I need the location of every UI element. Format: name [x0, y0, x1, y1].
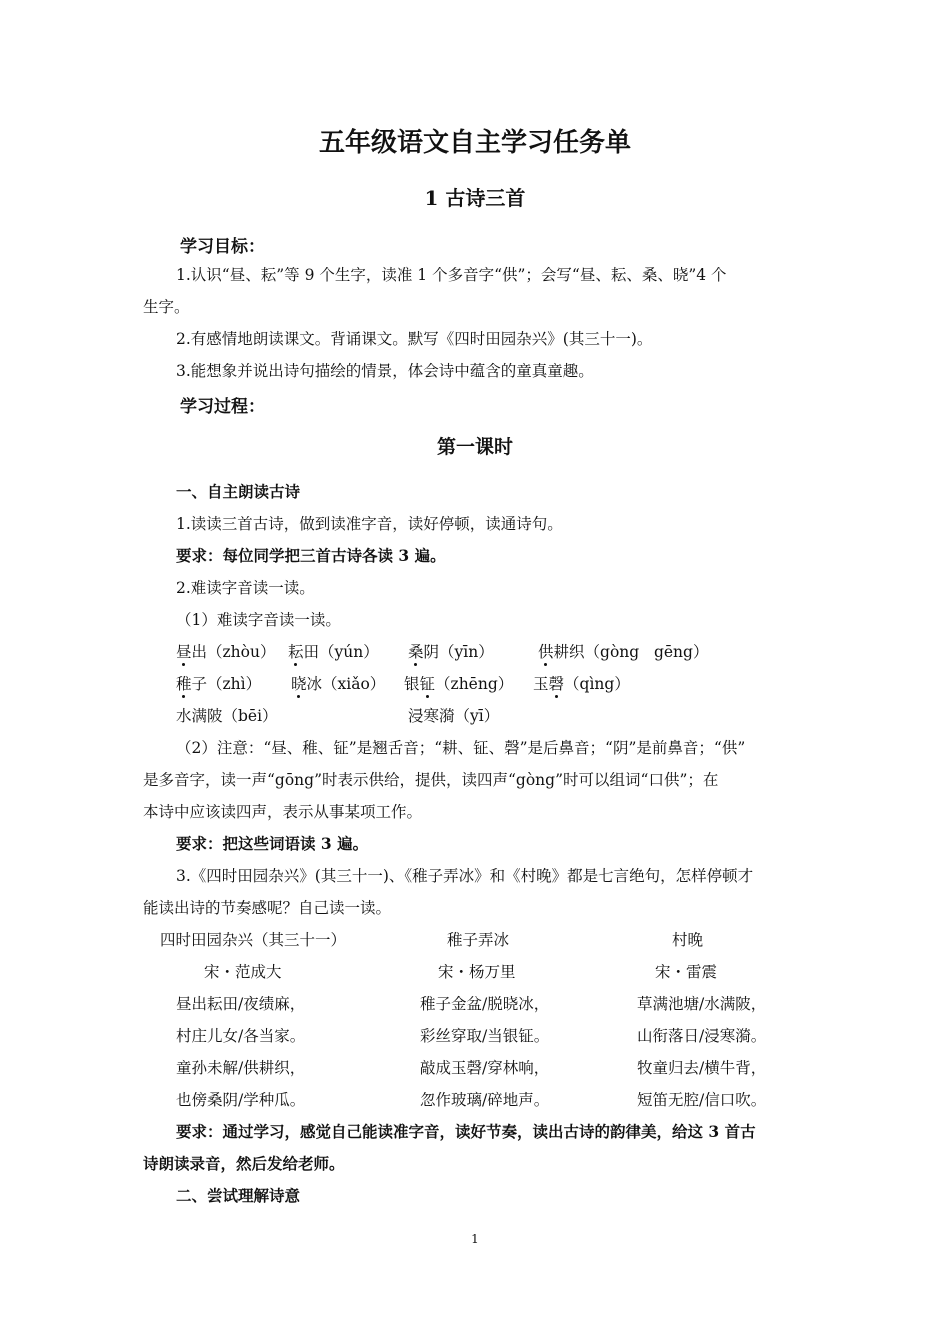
poem-1-line-4: 也傍桑阴/学种瓜。 [176, 1091, 306, 1109]
requirement-1: 要求：每位同学把三首古诗各读 3 遍。 [176, 546, 446, 565]
dotted-char: 耘 [288, 643, 304, 661]
section1-heading: 一、自主朗读古诗 [176, 482, 301, 501]
vocab-zhou [176, 640, 275, 662]
goal-line-1: 1.认识“昼、耘”等 9 个生字，读准 1 个多音字“供”；会写“昼、耘、桑、晓”4 个 [176, 266, 727, 284]
vocab-yun [288, 640, 379, 662]
goal-line-3: 3.能想象并说出诗句描绘的情景，体会诗中蕴含的童真童趣。 [176, 362, 594, 380]
note-line-1: （2）注意：“昼、稚、钲”是翘舌音；“耕、钲、磬”是后鼻音；“阴”是前鼻音；“供” [176, 739, 746, 757]
vocab-rest: 出（zhòu） [191, 643, 276, 661]
poem-1-line-1: 昼出耘田/夜绩麻， [176, 995, 306, 1013]
poem-1-line-2: 村庄儿女/各当家。 [176, 1027, 306, 1045]
requirement-3-line-1: 要求：通过学习，感觉自己能读准字音，读好节奏，读出古诗的韵律美，给这 3 首古 [176, 1122, 756, 1141]
poem-2-author: 宋・杨万里 [438, 963, 516, 981]
requirement-2: 要求：把这些词语读 3 遍。 [176, 834, 369, 853]
poem-3-title: 村晚 [672, 931, 704, 949]
dotted-char: 钲 [419, 675, 436, 693]
poem-2-line-3: 敲成玉磬/穿林响， [420, 1059, 550, 1077]
period-title: 第一课时 [436, 436, 513, 458]
poem-3-line-2: 山衔落日/浸寒漪。 [637, 1027, 767, 1045]
poem-3-line-1: 草满池塘/水满陂， [637, 995, 767, 1013]
vocab-yi: 浸寒漪（yī） [408, 707, 500, 725]
vocab-rest: 耕织（gòng gēng） [553, 643, 709, 661]
vocab-sang [408, 640, 494, 662]
item-3-line-1: 3.《四时田园杂兴》(其三十一)、《稚子弄冰》和《村晚》都是七言绝句，怎样停顿才 [176, 867, 754, 885]
note-line-2: 是多音字，读一声“gōng”时表示供给，提供，读四声“gòng”时可以组词“口供”；在 [143, 771, 719, 789]
dotted-char: 供 [538, 643, 554, 661]
vocab-pre: 银 [404, 675, 420, 693]
poem-3-line-3: 牧童归去/横牛背， [637, 1059, 767, 1077]
dotted-char: 晓 [291, 675, 307, 693]
dotted-char: 磬 [548, 675, 565, 693]
poem-1-line-3: 童孙未解/供耕织， [176, 1059, 306, 1077]
poem-1-author: 宋・范成大 [204, 963, 282, 981]
item-2-1: （1）难读字音读一读。 [176, 611, 341, 629]
item-1: 1.读读三首古诗，做到读准字音，读好停顿，读通诗句。 [176, 515, 563, 533]
poem-2-line-1: 稚子金盆/脱晓冰， [420, 995, 550, 1013]
vocab-rest: （zhēng） [435, 675, 514, 693]
dotted-char: 稚 [176, 675, 192, 693]
vocab-rest: 田（yún） [303, 643, 379, 661]
note-line-3: 本诗中应该读四声，表示从事某项工作。 [143, 803, 423, 821]
poem-1-title: 四时田园杂兴（其三十一） [160, 931, 347, 949]
item-3-line-2: 能读出诗的节奏感呢？自己读一读。 [143, 899, 392, 917]
vocab-rest: 子（zhì） [191, 675, 262, 693]
vocab-gong [538, 640, 708, 662]
poem-3-line-4: 短笛无腔/信口吹。 [637, 1091, 767, 1109]
goal-line-2: 2.有感情地朗读课文。背诵课文。默写《四时田园杂兴》(其三十一)。 [176, 330, 653, 348]
poem-3-author: 宋・雷震 [655, 963, 718, 981]
vocab-pre: 玉 [533, 675, 549, 693]
vocab-rest: （qìng） [564, 675, 630, 693]
section2-heading: 二、尝试理解诗意 [176, 1186, 301, 1205]
vocab-qing [533, 672, 630, 694]
dotted-char: 桑 [408, 643, 424, 661]
vocab-rest: 阴（yīn） [423, 643, 494, 661]
vocab-rest: 冰（xiǎo） [306, 675, 386, 693]
document-title: 五年级语文自主学习任务单 [318, 128, 631, 158]
lesson-title: 1 古诗三首 [424, 186, 526, 210]
goals-heading: 学习目标： [180, 237, 265, 257]
requirement-3-line-2: 诗朗读录音，然后发给老师。 [143, 1154, 345, 1173]
dotted-char: 昼 [176, 643, 192, 661]
poem-2-title: 稚子弄冰 [447, 931, 510, 949]
poem-2-line-4: 忽作玻璃/碎地声。 [420, 1091, 550, 1109]
vocab-zhi [176, 672, 261, 694]
vocab-xiao [291, 672, 385, 694]
process-heading: 学习过程： [180, 397, 265, 417]
page-number: 1 [471, 1232, 479, 1246]
goal-line-1-cont: 生字。 [143, 298, 190, 316]
vocab-zheng [404, 672, 513, 694]
poem-2-line-2: 彩丝穿取/当银钲。 [420, 1027, 550, 1045]
vocab-bei: 水满陂（bēi） [176, 707, 278, 725]
item-2: 2.难读字音读一读。 [176, 579, 315, 597]
